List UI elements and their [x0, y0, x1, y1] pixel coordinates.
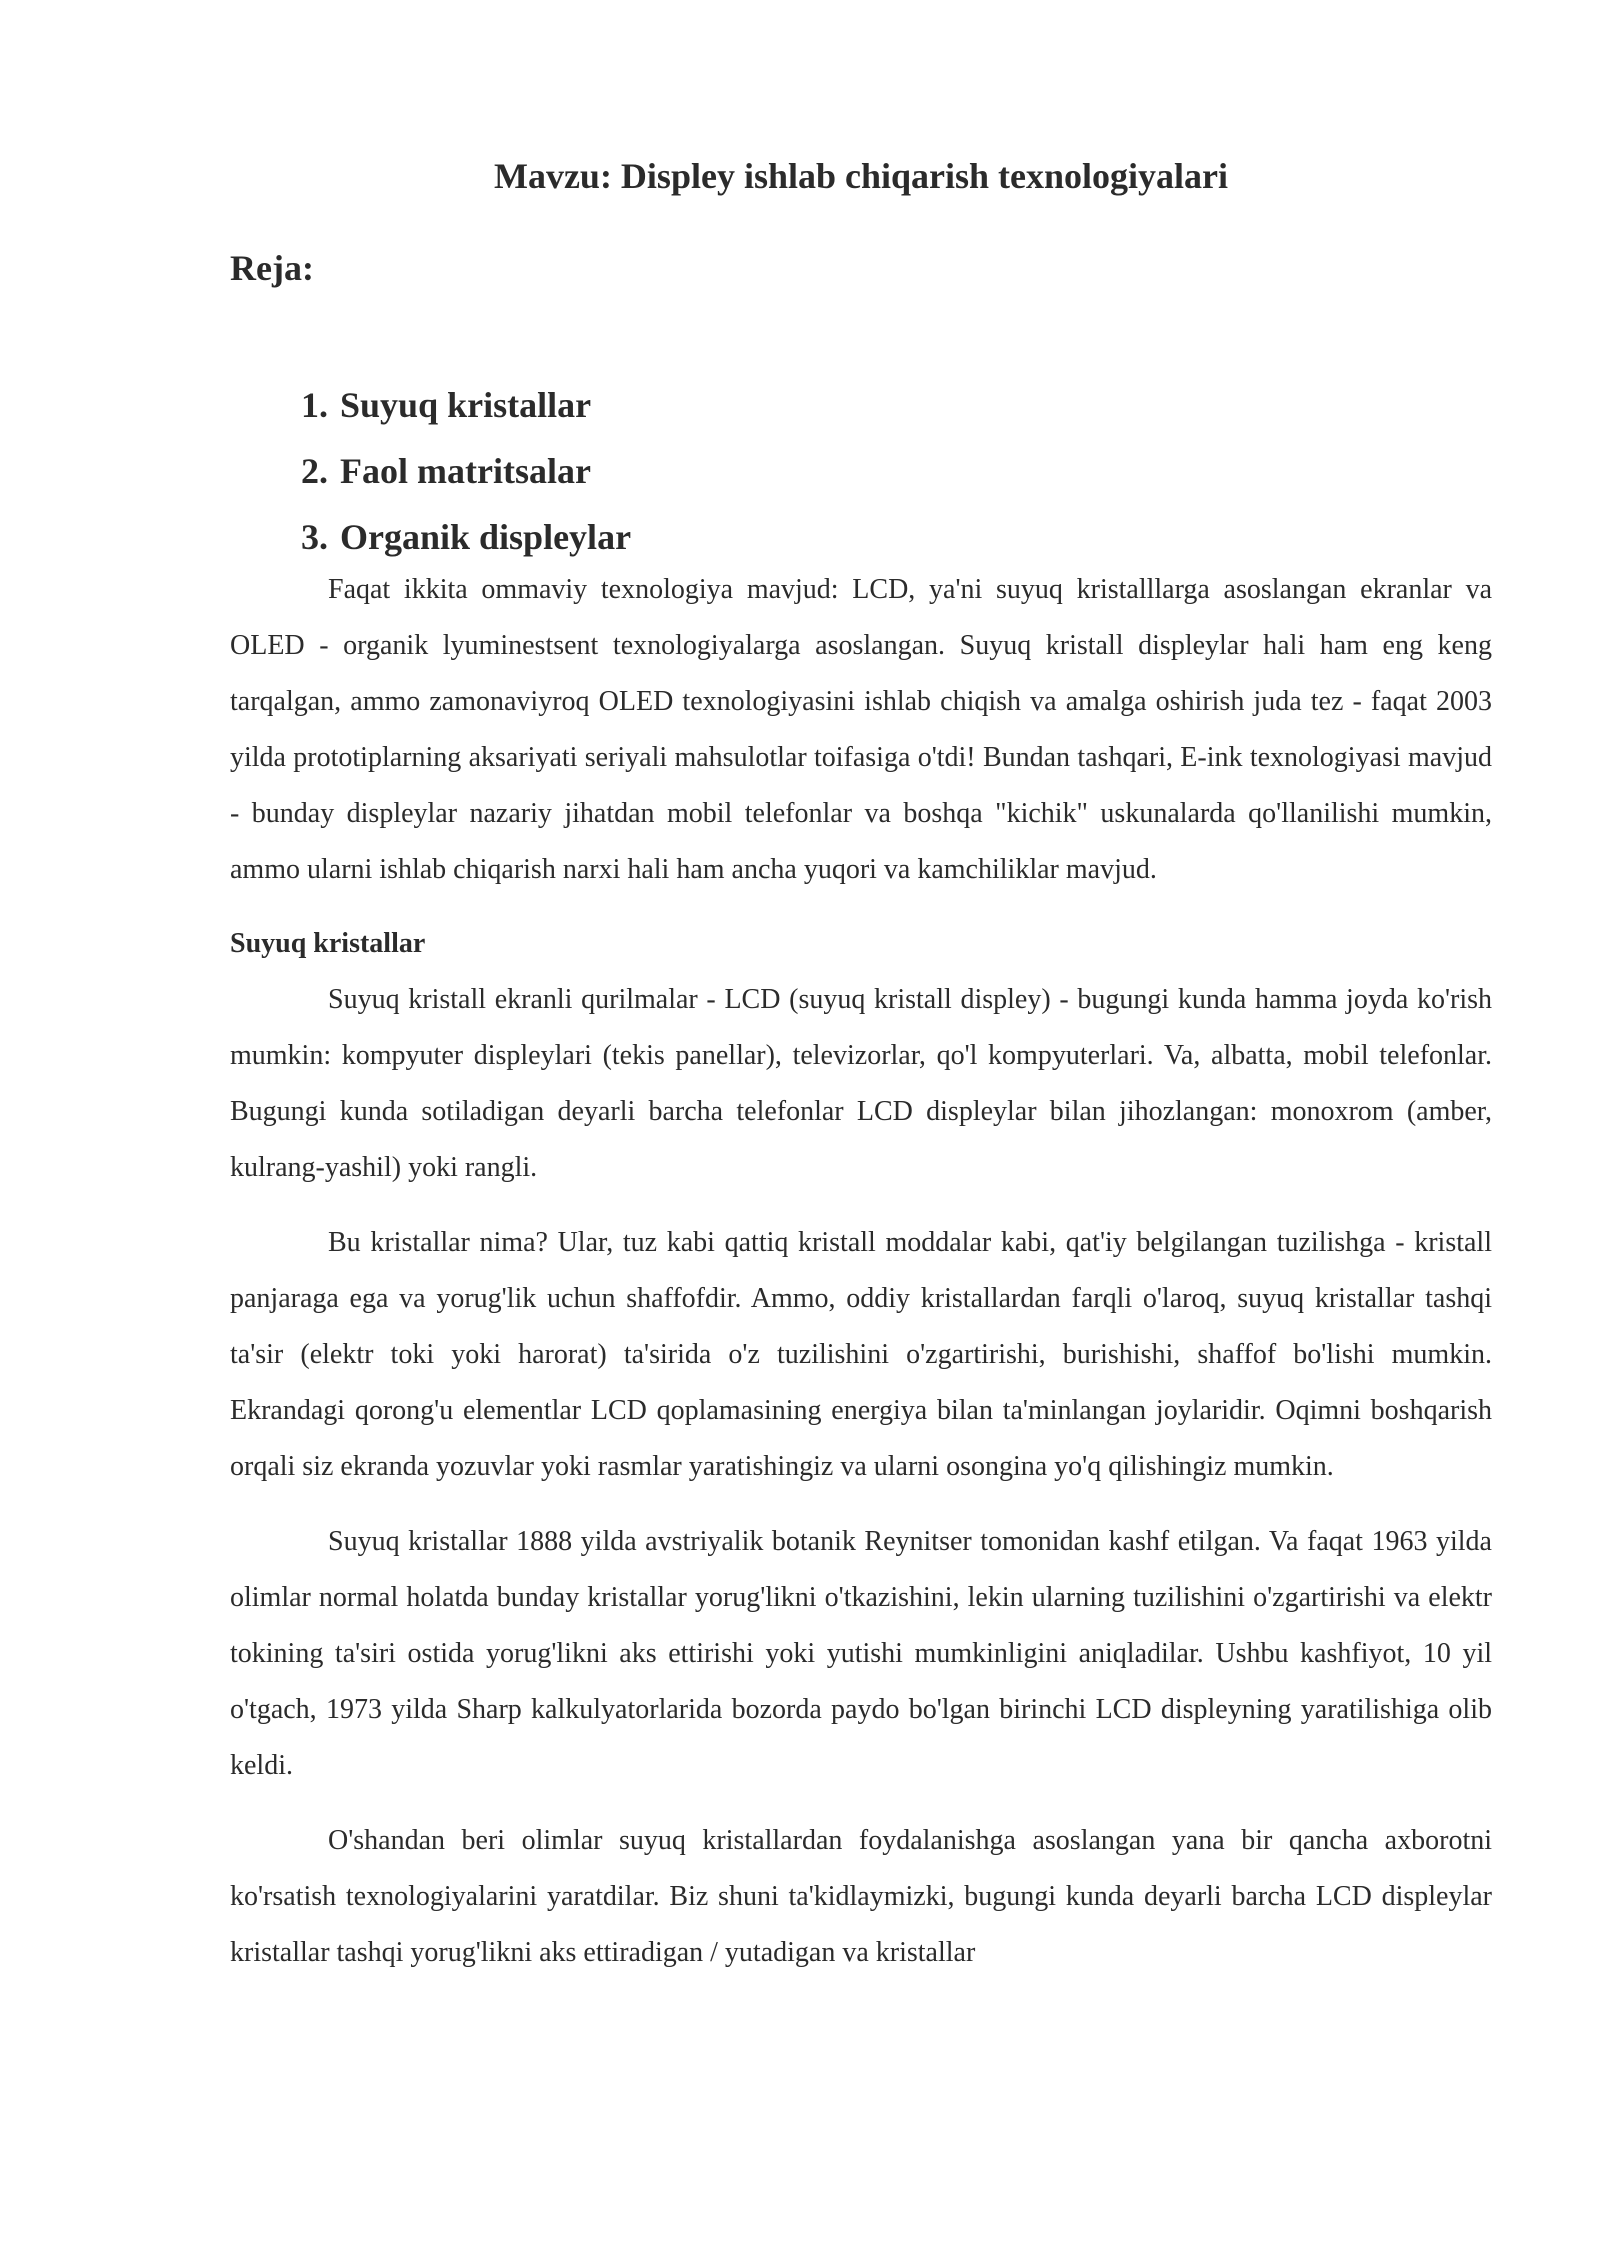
- paragraph-lcd-devices: Suyuq kristall ekranli qurilmalar - LCD (suyuq kristall displey) - bugungi kunda hamma joyda ko'rish mumkin: kompyuter displeylari (tekis panellar), televizorlar, qo'l kompyuterlari. Va, albatta, mobil telefonlar. Bugungi kunda sotiladigan deyarli barcha telefonlar LCD displeylar bilan jihozlangan: monoxrom (amber, kulrang-yashil) yoki rangli.: [230, 984, 1492, 1183]
- paragraph-intro: Faqat ikkita ommaviy texnologiya mavjud: LCD, ya'ni suyuq kristalllarga asoslangan ekranlar va OLED - organik lyuminestsent texnologiyalarga asoslangan. Suyuq kristall displeylar hali ham eng keng tarqalgan, ammo zamonaviyroq OLED texnologiyasini ishlab chiqish va amalga oshirish juda tez - faqat 2003 yilda prototiplarning aksariyati seriyali mahsulotlar toifasiga o'tdi! Bundan tashqari, E-ink texnologiyasi mavjud - bunday displeylar nazariy jihatdan mobil telefonlar va boshqa "kichik" uskunalarda qo'llanilishi mumkin, ammo ularni ishlab chiqarish narxi hali ham ancha yuqori va kamchiliklar mavjud.: [230, 574, 1492, 885]
- document-title: Mavzu: Displey ishlab chiqarish texnologiyalari: [493, 156, 1229, 196]
- plan-label: Reja:: [230, 248, 314, 288]
- plan-item-text: Suyuq kristallar: [340, 385, 592, 425]
- plan-item-number: 3.: [301, 517, 328, 557]
- plan-item-number: 1.: [301, 385, 328, 425]
- plan-item-1: [230, 372, 631, 438]
- section-heading-suyuq-kristallar: Suyuq kristallar: [230, 928, 426, 959]
- plan-list: [230, 372, 631, 570]
- document-body: [230, 562, 1492, 1981]
- plan-item-2: [230, 438, 631, 504]
- plan-item-3: [230, 504, 631, 570]
- paragraph-crystals-nature: Bu kristallar nima? Ular, tuz kabi qattiq kristall moddalar kabi, qat'iy belgilangan tuzilishga - kristall panjaraga ega va yorug'lik uchun shaffofdir. Ammo, oddiy kristallardan farqli o'laroq, suyuq kristallar tashqi ta'sir (elektr toki yoki harorat) ta'sirida o'z tuzilishini o'zgartirishi, burishishi, shaffof bo'lishi mumkin. Ekrandagi qorong'u elementlar LCD qoplamasining energiya bilan ta'minlangan joylaridir. Oqimni boshqarish orqali siz ekranda yozuvlar yoki rasmlar yaratishingiz va ularni osongina yo'q qilishingiz mumkin.: [230, 1227, 1492, 1482]
- plan-item-text: Faol matritsalar: [340, 451, 591, 491]
- plan-item-number: 2.: [301, 451, 328, 491]
- paragraph-history: Suyuq kristallar 1888 yilda avstriyalik botanik Reynitser tomonidan kashf etilgan. Va faqat 1963 yilda olimlar normal holatda bunday kristallar yorug'likni o'tkazishini, lekin ularning tuzilishini o'zgartirishi va elektr tokining ta'siri ostida yorug'likni aks ettirishi yoki yutishi mumkinligini aniqladilar. Ushbu kashfiyot, 10 yil o'tgach, 1973 yilda Sharp kalkulyatorlarida bozorda paydo bo'lgan birinchi LCD displeyning yaratilishiga olib keldi.: [230, 1526, 1492, 1781]
- paragraph-technologies: O'shandan beri olimlar suyuq kristallardan foydalanishga asoslangan yana bir qancha axborotni ko'rsatish texnologiyalarini yaratdilar. Biz shuni ta'kidlaymizki, bugungi kunda deyarli barcha LCD displeylar kristallar tashqi yorug'likni aks ettiradigan / yutadigan va kristallar: [230, 1825, 1492, 1968]
- plan-item-text: Organik displeylar: [340, 517, 632, 557]
